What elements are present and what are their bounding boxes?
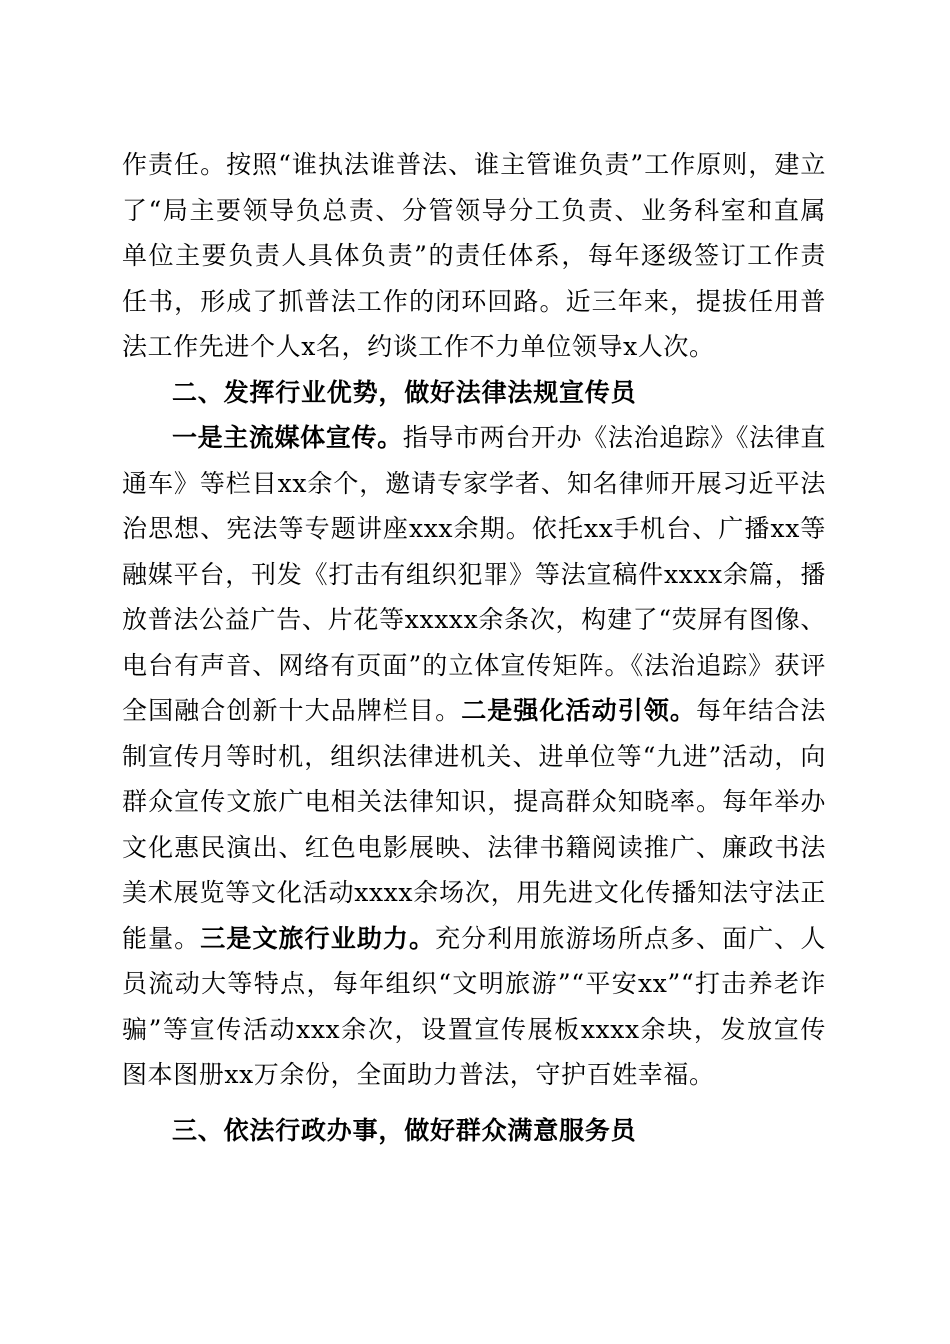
- lead-activities: 二是强化活动引领。: [461, 696, 697, 725]
- paragraph-responsibility: 作责任。按照“谁执法谁普法、谁主管谁负责”工作原则，建立了“局主要领导负总责、分管领导分工负责、业务科室和直属单位主要负责人具体负责”的责任体系，每年逐级签订工作责任书，形成了抓普法工作的闭环回路。近三年来，提拔任用普法工作先进个人x名，约谈工作不力单位领导x人次。: [122, 150, 826, 361]
- document-body: [122, 142, 826, 1153]
- section-heading-2: 二、发挥行业优势，做好法律法规宣传员: [172, 377, 637, 407]
- paragraph-publicity: [122, 415, 826, 1098]
- text-mainstream-media: 指导市两台开办《法治追踪》《法律直通车》等栏目xx余个，邀请专家学者、知名律师开展习近平法治思想、宪法等专题讲座xxx余期。依托xx手机台、广播xx等融媒平台，刊发《打击有组织犯罪》等法宣稿件xxxx余篇，播放普法公益广告、片花等xxxxx余条次，构建了“荧屏有图像、电台有声音、网络有页面”的立体宣传矩阵。《法治追踪》获评全国融合创新十大品牌栏目。: [122, 423, 827, 725]
- lead-tourism: 三是文旅行业助力。: [200, 923, 436, 953]
- section-heading-3: 三、依法行政办事，做好群众满意服务员: [172, 1115, 637, 1145]
- text-tourism: 充分利用旅游场所点多、面广、人员流动大等特点，每年组织“文明旅游”“平安xx”“打击养老诈骗”等宣传活动xxx余次，设置宣传展板xxxx余块，发放宣传图本图册xx万余份，全面助力普法，守护百姓幸福。: [122, 923, 826, 1089]
- text-activities: 每年结合法制宣传月等时机，组织法律进机关、进单位等“九进”活动，向群众宣传文旅广电相关法律知识，提高群众知晓率。每年举办文化惠民演出、红色电影展映、法律书籍阅读推广、廉政书法美术展览等文化活动xxxx余场次，用先进文化传播知法守法正能量。: [122, 696, 826, 953]
- lead-mainstream-media: 一是主流媒体宣传。: [172, 423, 403, 452]
